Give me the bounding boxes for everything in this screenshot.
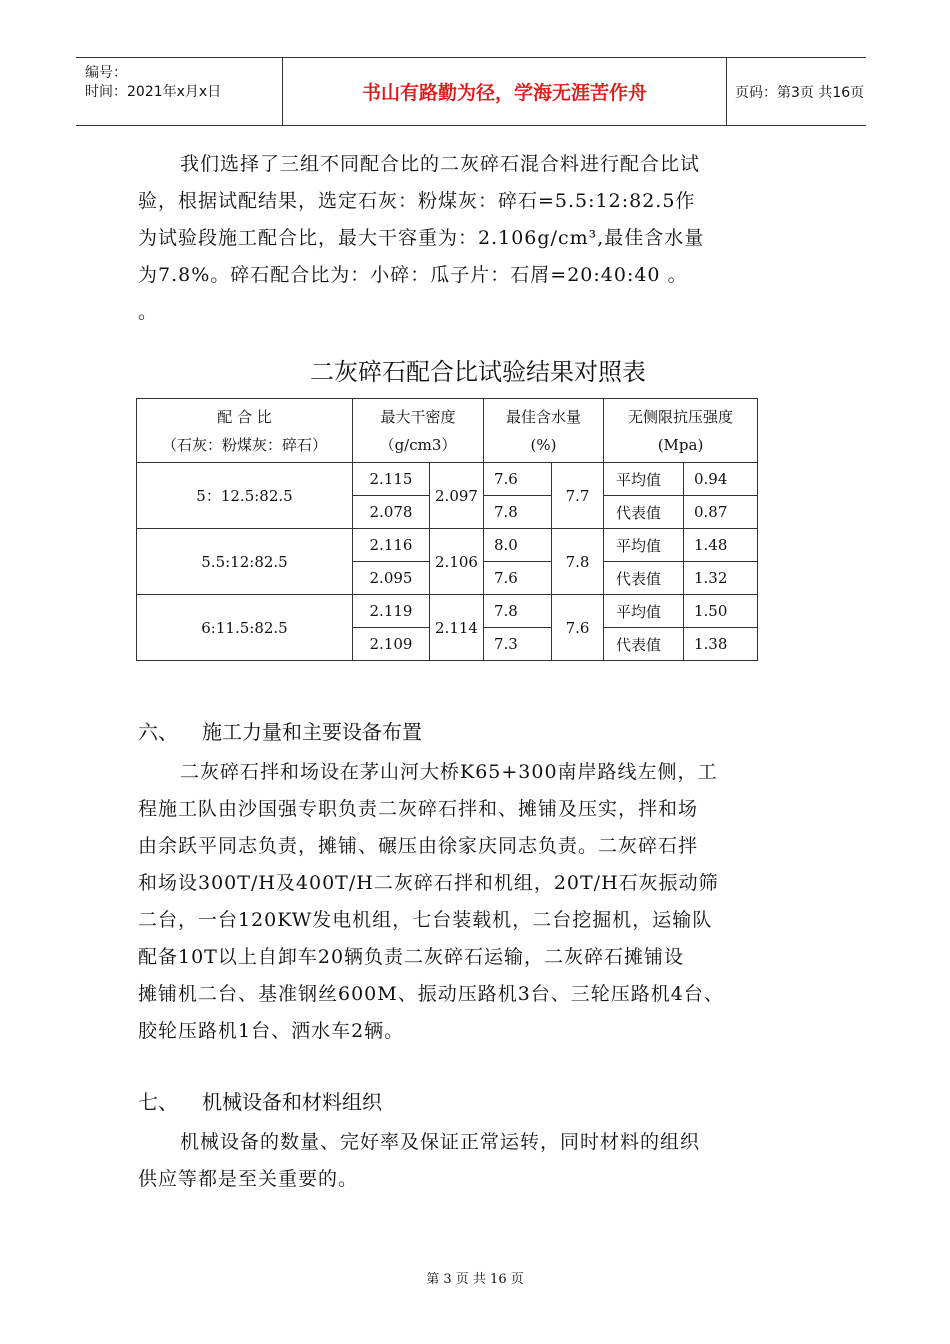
text-line: 和场设300T/H及400T/H二灰碎石拌和机组，20T/H石灰振动筛: [138, 872, 719, 894]
header-moisture-line1: 最佳含水量: [505, 407, 581, 426]
ratio-cell: 5：12.5:82.5: [137, 463, 353, 529]
text-line: 摊铺机二台、基准钢丝600M、振动压路机3台、三轮压路机4台、: [138, 983, 724, 1005]
moisture-cell: 7.6: [484, 463, 552, 496]
strength-label-cell: 平均值: [604, 529, 684, 562]
density-avg-cell: 2.106: [430, 529, 484, 595]
strength-cell: 1.50: [684, 595, 758, 628]
moisture-cell: 7.6: [484, 562, 552, 595]
density-avg-cell: 2.097: [430, 463, 484, 529]
results-table: [136, 398, 758, 661]
header-density-line2: （g/cm3）: [379, 435, 457, 454]
section-6-paragraph: [138, 754, 818, 1050]
strength-cell: 0.87: [684, 496, 758, 529]
intro-paragraph: [138, 146, 818, 331]
text-line: 程施工队由沙国强专职负责二灰碎石拌和、摊铺及压实，拌和场: [138, 798, 699, 820]
density-cell: 2.109: [353, 628, 430, 661]
text-line: 配备10T以上自卸车20辆负责二灰碎石运输，二灰碎石摊铺设: [138, 946, 685, 968]
header-strength-line2: (Mpa): [657, 435, 704, 454]
moisture-cell: 8.0: [484, 529, 552, 562]
header-ratio-line2: （石灰：粉煤灰：碎石）: [161, 435, 327, 454]
strength-cell: 0.94: [684, 463, 758, 496]
section-number: 六、: [138, 720, 178, 744]
moisture-avg-cell: 7.7: [552, 463, 604, 529]
table-title: 二灰碎石配合比试验结果对照表: [310, 358, 646, 386]
header-strength-line1: 无侧限抗压强度: [627, 407, 733, 426]
header-density: [353, 399, 484, 463]
header-ratio-line1: 配 合 比: [217, 407, 272, 426]
strength-label-cell: 平均值: [604, 595, 684, 628]
strength-label-cell: 代表值: [604, 628, 684, 661]
table-row: [137, 463, 758, 496]
strength-label-cell: 代表值: [604, 496, 684, 529]
moisture-avg-cell: 7.6: [552, 595, 604, 661]
strength-label-cell: 代表值: [604, 562, 684, 595]
table-header-row: [137, 399, 758, 463]
ratio-cell: 6:11.5:82.5: [137, 595, 353, 661]
density-avg-cell: 2.114: [430, 595, 484, 661]
section-title: 机械设备和材料组织: [202, 1090, 382, 1114]
text-line: 为7.8%。碎石配合比为：小碎：瓜子片：石屑=20:40:40 。: [138, 264, 688, 286]
density-cell: 2.095: [353, 562, 430, 595]
section-title: 施工力量和主要设备布置: [202, 720, 422, 744]
header-moisture-line2: (%): [530, 435, 557, 454]
section-7-paragraph: [138, 1124, 818, 1198]
density-cell: 2.115: [353, 463, 430, 496]
density-cell: 2.078: [353, 496, 430, 529]
doc-time-label: 时间：2021年x月x日: [85, 84, 222, 100]
text-line: 机械设备的数量、完好率及保证正常运转，同时材料的组织: [180, 1131, 701, 1153]
table-row: [137, 595, 758, 628]
header-ratio: [137, 399, 353, 463]
page-header: [76, 57, 866, 126]
moisture-cell: 7.8: [484, 496, 552, 529]
section-6-heading: [138, 716, 422, 745]
text-line: 供应等都是至关重要的。: [138, 1168, 359, 1190]
text-line: 我们选择了三组不同配合比的二灰碎石混合料进行配合比试: [180, 153, 701, 175]
header-meta: [76, 58, 282, 125]
density-cell: 2.119: [353, 595, 430, 628]
text-line: 二台，一台120KW发电机组，七台装载机，二台挖掘机，运输队: [138, 909, 713, 931]
section-7-heading: [138, 1086, 382, 1115]
header-moisture: [484, 399, 604, 463]
text-line: 。: [138, 301, 159, 323]
density-cell: 2.116: [353, 529, 430, 562]
text-line: 胶轮压路机1台、洒水车2辆。: [138, 1020, 405, 1042]
doc-number-label: 编号：: [85, 65, 127, 81]
moisture-cell: 7.8: [484, 595, 552, 628]
text-line: 由余跃平同志负责，摊铺、碾压由徐家庆同志负责。二灰碎石拌: [138, 835, 699, 857]
header-density-line1: 最大干密度: [380, 407, 456, 426]
text-line: 二灰碎石拌和场设在茅山河大桥K65+300南岸路线左侧，工: [180, 761, 718, 783]
header-motto: 书山有路勤为径，学海无涯苦作舟: [282, 58, 727, 125]
strength-cell: 1.48: [684, 529, 758, 562]
moisture-cell: 7.3: [484, 628, 552, 661]
section-number: 七、: [138, 1090, 178, 1114]
table-row: [137, 529, 758, 562]
header-strength: [604, 399, 758, 463]
text-line: 验，根据试配结果，选定石灰：粉煤灰：碎石=5.5:12:82.5作: [138, 190, 696, 212]
text-line: 为试验段施工配合比，最大干容重为：2.106g/cm³,最佳含水量: [138, 227, 705, 249]
page-footer: 第 3 页 共 16 页: [426, 1272, 524, 1287]
header-page-info: 页码：第3页 共16页: [735, 84, 865, 101]
strength-cell: 1.32: [684, 562, 758, 595]
strength-cell: 1.38: [684, 628, 758, 661]
moisture-avg-cell: 7.8: [552, 529, 604, 595]
ratio-cell: 5.5:12:82.5: [137, 529, 353, 595]
strength-label-cell: 平均值: [604, 463, 684, 496]
